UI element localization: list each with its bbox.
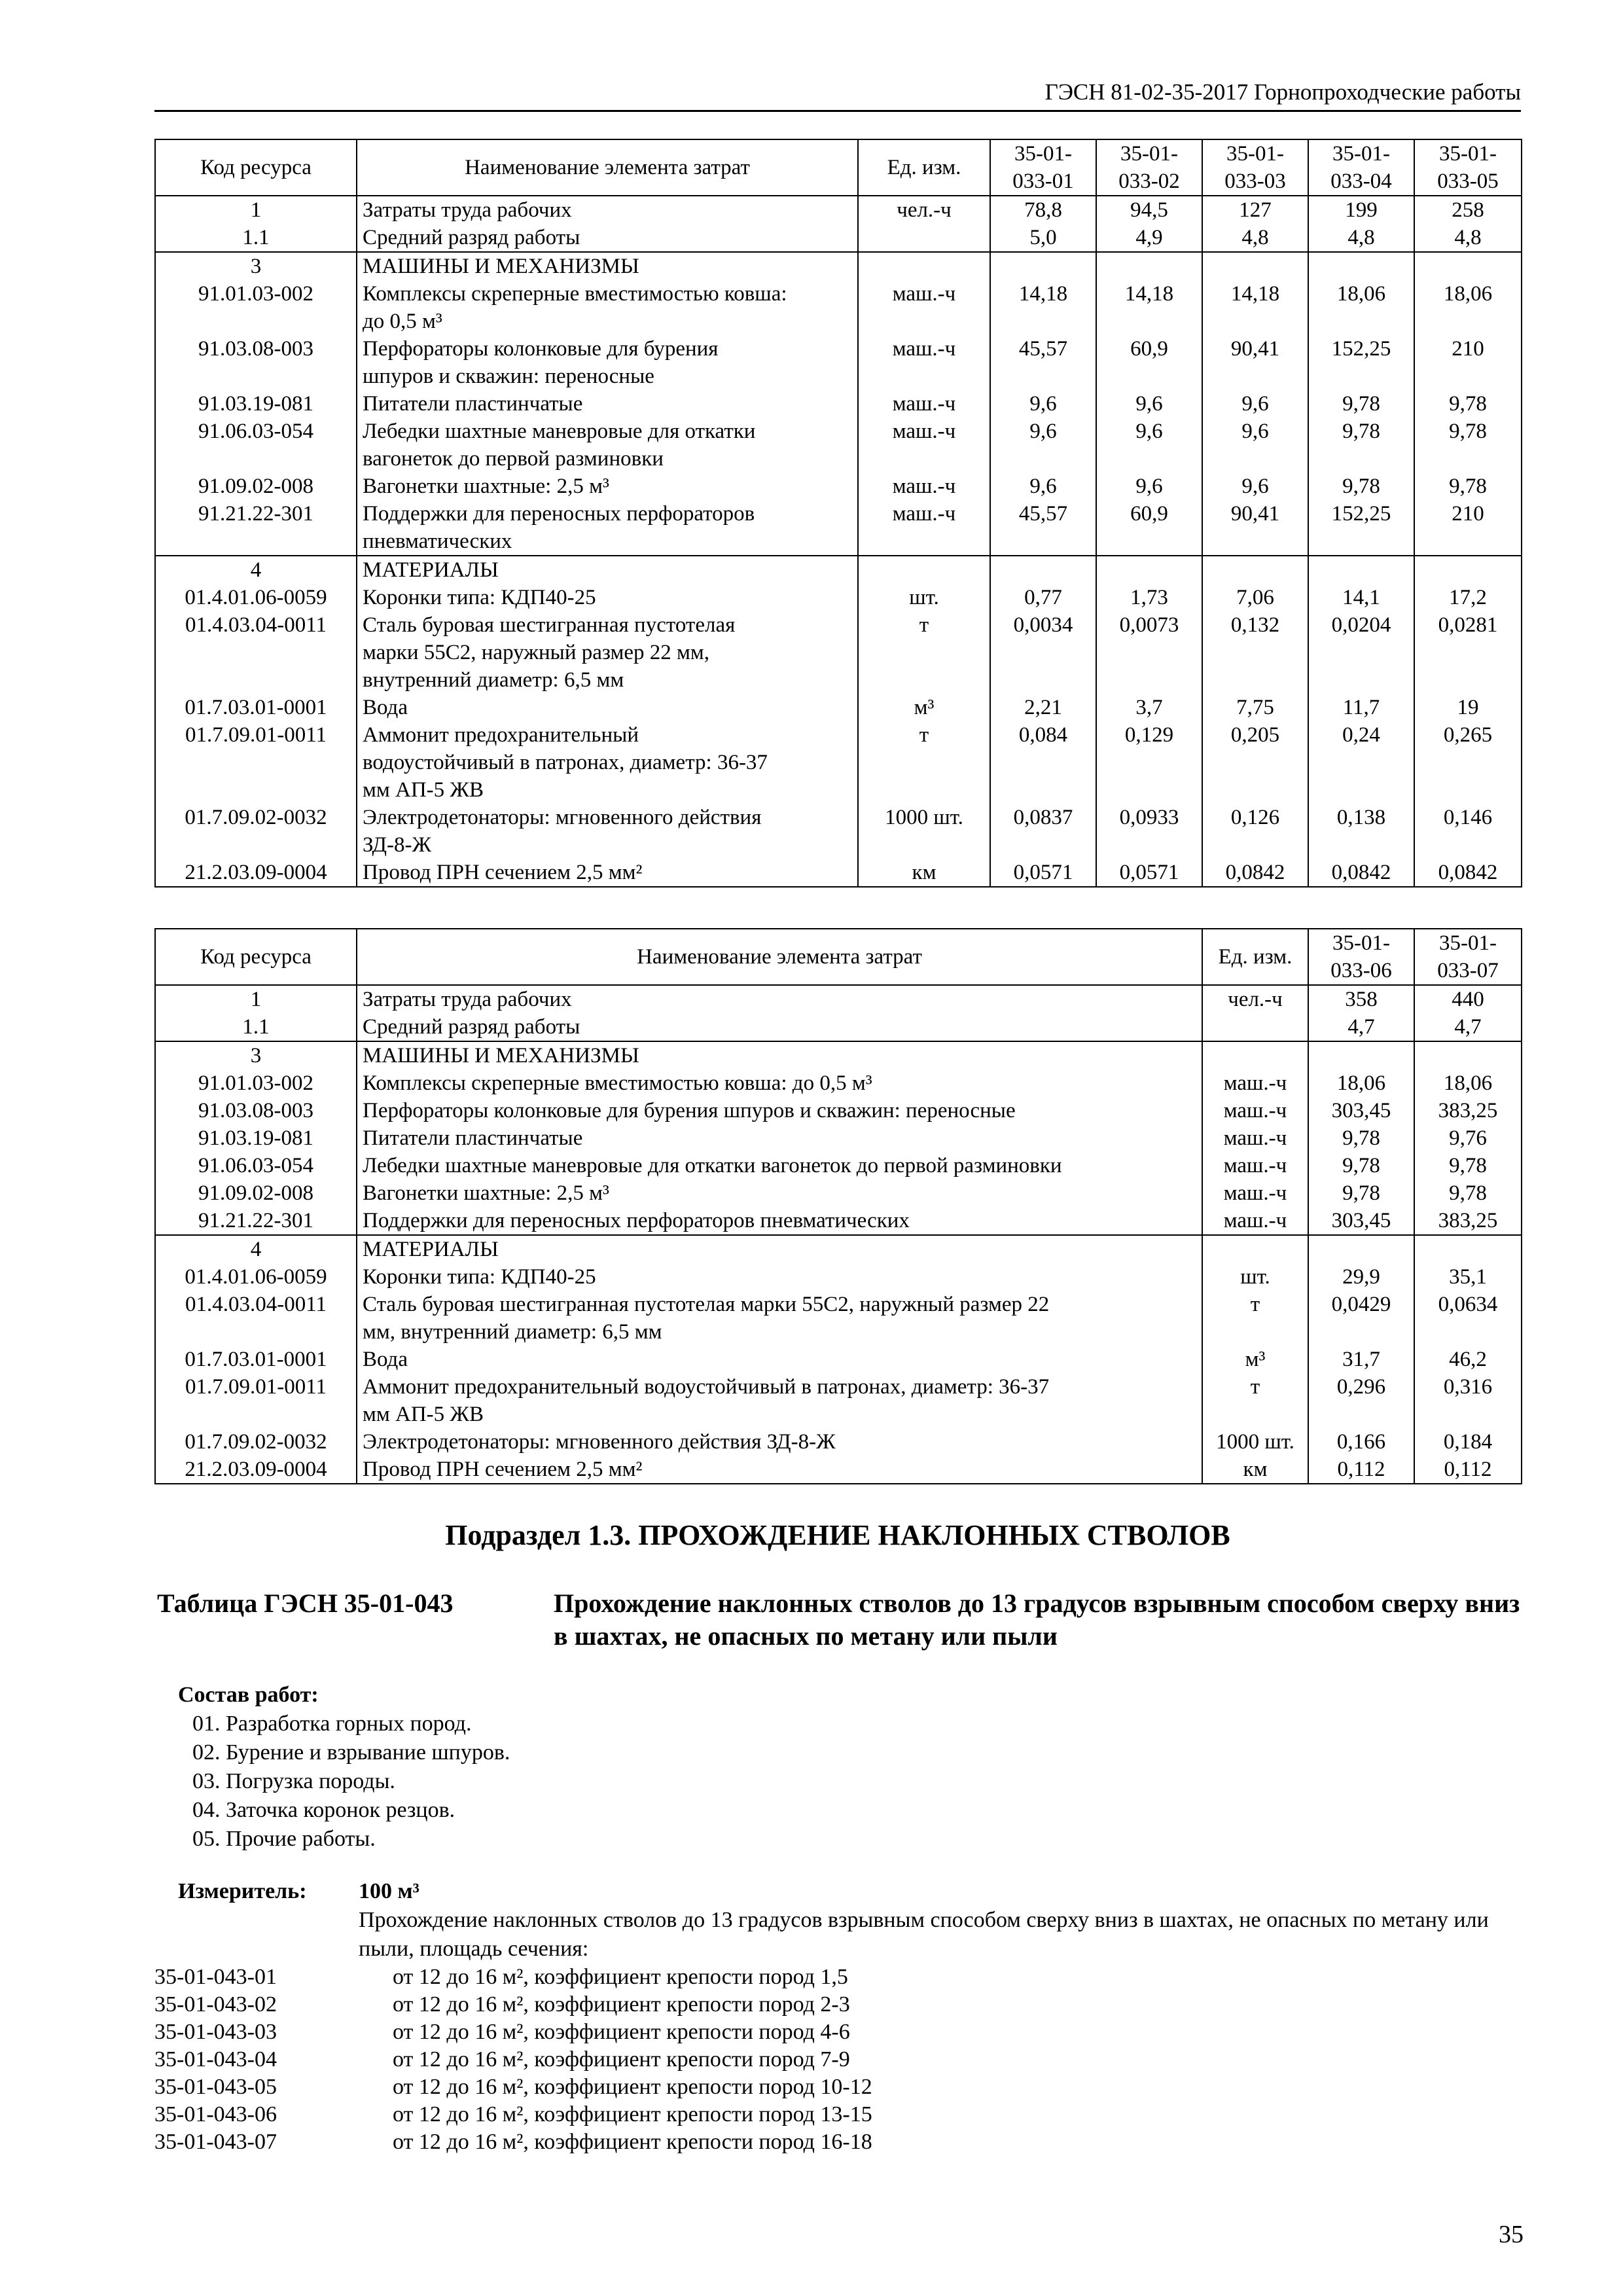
resource-code: 01.4.03.04-0011 <box>155 1291 357 1346</box>
rate-text: от 12 до 16 м², коэффициент крепости пород 16-18 <box>393 2130 872 2154</box>
table-row <box>155 500 1522 556</box>
table-row <box>155 556 1522 584</box>
list-item <box>154 1964 1332 1991</box>
resource-code: 91.03.19-081 <box>155 1124 357 1152</box>
resource-name: Вагонетки шахтные: 2,5 м³ <box>357 473 858 500</box>
resource-code: 21.2.03.09-0004 <box>155 1456 357 1484</box>
rate-value: 3,7 <box>1096 694 1202 721</box>
rate-value: 9,6 <box>990 390 1096 418</box>
resource-unit <box>1202 1235 1308 1263</box>
table-row <box>155 280 1522 335</box>
resource-unit: т <box>1202 1291 1308 1346</box>
rate-text: от 12 до 16 м², коэффициент крепости пород 10-12 <box>393 2075 872 2099</box>
resource-code: 4 <box>155 1235 357 1263</box>
rate-code: 35-01-043-06 <box>154 2102 277 2126</box>
resource-code: 01.7.03.01-0001 <box>155 694 357 721</box>
rate-value: 0,138 <box>1308 804 1414 859</box>
resource-unit: км <box>1202 1456 1308 1484</box>
resource-table-1 <box>154 139 1522 888</box>
resource-code: 91.09.02-008 <box>155 1179 357 1207</box>
rate-value: 19 <box>1414 694 1522 721</box>
resource-name: МАШИНЫ И МЕХАНИЗМЫ <box>357 252 858 280</box>
rate-value: 383,25 <box>1414 1097 1522 1124</box>
rate-value: 440 <box>1414 985 1522 1013</box>
rate-text: от 12 до 16 м², коэффициент крепости пород 1,5 <box>393 1965 848 1989</box>
resource-code: 91.03.19-081 <box>155 390 357 418</box>
table-row <box>155 1097 1522 1124</box>
rate-value: 60,9 <box>1096 500 1202 556</box>
rate-value: 210 <box>1414 500 1522 556</box>
list-item <box>154 2128 1332 2156</box>
resource-code: 1.1 <box>155 224 357 252</box>
rate-value: 0,129 <box>1096 721 1202 804</box>
rate-value: 9,78 <box>1414 390 1522 418</box>
resource-code: 91.03.08-003 <box>155 1097 357 1124</box>
measure-label: Измеритель: <box>178 1879 307 1903</box>
resource-unit <box>858 556 990 584</box>
rate-value: 11,7 <box>1308 694 1414 721</box>
rate-value: 4,8 <box>1414 224 1522 252</box>
resource-name: Вода <box>357 1346 1202 1373</box>
rate-value <box>1308 252 1414 280</box>
table-row <box>155 804 1522 859</box>
resource-unit: 1000 шт. <box>1202 1428 1308 1456</box>
resource-code: 4 <box>155 556 357 584</box>
table-row <box>155 1373 1522 1428</box>
resource-code: 01.7.09.02-0032 <box>155 1428 357 1456</box>
resource-name: Аммонит предохранительный водоустойчивый в патронах, диаметр: 36-37 мм АП-5 ЖВ <box>357 1373 1202 1428</box>
rate-value: 9,6 <box>990 473 1096 500</box>
rate-value: 60,9 <box>1096 335 1202 390</box>
rate-value: 4,8 <box>1202 224 1308 252</box>
table-body <box>155 196 1522 887</box>
rate-value <box>1308 556 1414 584</box>
rate-value: 4,7 <box>1308 1013 1414 1041</box>
resource-name: Перфораторы колонковые для бурения шпуров и скважин: переносные <box>357 1097 1202 1124</box>
resource-code: 1 <box>155 196 357 224</box>
rate-text: от 12 до 16 м², коэффициент крепости пород 2-3 <box>393 1992 850 2017</box>
rate-value: 0,112 <box>1414 1456 1522 1484</box>
table-row <box>155 196 1522 224</box>
rate-value <box>1308 1041 1414 1069</box>
table-code: Таблица ГЭСН 35-01-043 <box>157 1588 454 1618</box>
list-item <box>154 2018 1332 2046</box>
resource-unit: маш.-ч <box>1202 1097 1308 1124</box>
resource-unit: км <box>858 859 990 887</box>
resource-unit: т <box>1202 1373 1308 1428</box>
resource-table-2 <box>154 928 1522 1484</box>
rate-value: 0,205 <box>1202 721 1308 804</box>
resource-unit: чел.-ч <box>1202 985 1308 1013</box>
rate-code: 35-01-043-04 <box>154 2047 277 2072</box>
running-header <box>154 76 1521 112</box>
table-body <box>155 985 1522 1484</box>
rate-value: 0,0073 <box>1096 611 1202 694</box>
rate-value <box>990 252 1096 280</box>
rate-value: 46,2 <box>1414 1346 1522 1373</box>
rate-value: 9,78 <box>1308 418 1414 473</box>
resource-code: 1.1 <box>155 1013 357 1041</box>
rate-value: 210 <box>1414 335 1522 390</box>
resource-name: Питатели пластинчатые <box>357 1124 1202 1152</box>
resource-name: Поддержки для переносных перфораторов пневматических <box>357 1207 1202 1235</box>
rate-value: 9,6 <box>1202 418 1308 473</box>
list-item: 05. Прочие работы. <box>192 1827 376 1851</box>
resource-code: 91.09.02-008 <box>155 473 357 500</box>
rate-value: 0,316 <box>1414 1373 1522 1428</box>
rate-value: 0,0571 <box>1096 859 1202 887</box>
header-rate-col: 35-01- 033-04 <box>1308 139 1414 196</box>
resource-unit <box>1202 1013 1308 1041</box>
table-row <box>155 584 1522 611</box>
list-item <box>154 2046 1332 2073</box>
rate-value: 7,06 <box>1202 584 1308 611</box>
resource-unit: маш.-ч <box>858 335 990 390</box>
resource-name: Вода <box>357 694 858 721</box>
resource-code: 01.7.03.01-0001 <box>155 1346 357 1373</box>
rates-list <box>154 1964 1332 2156</box>
table-row <box>155 1263 1522 1291</box>
rate-value <box>1202 252 1308 280</box>
resource-name: Сталь буровая шестигранная пустотелая марки 55С2, наружный размер 22 мм, внутренний диаметр: 6,5 мм <box>357 1291 1202 1346</box>
rate-value <box>990 556 1096 584</box>
rate-value <box>1414 1041 1522 1069</box>
rate-value: 45,57 <box>990 500 1096 556</box>
table-row <box>155 1456 1522 1484</box>
table-row <box>155 985 1522 1013</box>
rate-value: 14,18 <box>1096 280 1202 335</box>
rate-value: 0,0842 <box>1202 859 1308 887</box>
rate-value: 14,1 <box>1308 584 1414 611</box>
table-row <box>155 1428 1522 1456</box>
table-row <box>155 252 1522 280</box>
resource-code: 91.01.03-002 <box>155 280 357 335</box>
rate-value: 18,06 <box>1414 1069 1522 1097</box>
rate-code: 35-01-043-07 <box>154 2130 277 2154</box>
rate-value: 0,126 <box>1202 804 1308 859</box>
rate-value: 4,8 <box>1308 224 1414 252</box>
resource-name: Поддержки для переносных перфораторов пневматических <box>357 500 858 556</box>
rate-value: 5,0 <box>990 224 1096 252</box>
table-row <box>155 1291 1522 1346</box>
resource-code: 01.7.09.02-0032 <box>155 804 357 859</box>
rate-value: 35,1 <box>1414 1263 1522 1291</box>
header-code: Код ресурса <box>155 929 357 985</box>
resource-unit: маш.-ч <box>1202 1124 1308 1152</box>
list-item <box>154 1991 1332 2018</box>
resource-name: Затраты труда рабочих <box>357 196 858 224</box>
resource-unit <box>858 252 990 280</box>
rate-value: 0,0842 <box>1414 859 1522 887</box>
rate-value: 0,132 <box>1202 611 1308 694</box>
resource-code: 01.4.01.06-0059 <box>155 1263 357 1291</box>
rate-value: 18,06 <box>1308 280 1414 335</box>
rate-value: 90,41 <box>1202 335 1308 390</box>
table-row <box>155 1069 1522 1097</box>
rate-value: 9,78 <box>1308 390 1414 418</box>
table-row <box>155 1179 1522 1207</box>
list-item <box>154 2073 1332 2101</box>
rate-value: 4,9 <box>1096 224 1202 252</box>
rate-value: 9,6 <box>1096 418 1202 473</box>
list-item: 03. Погрузка породы. <box>192 1769 395 1793</box>
measure-description: Прохождение наклонных стволов до 13 градусов взрывным способом сверху вниз в шахтах, не опасных по метану или пыли, площадь сечения: <box>359 1908 1489 1961</box>
rate-value: 94,5 <box>1096 196 1202 224</box>
rate-value: 9,78 <box>1308 473 1414 500</box>
rate-value: 2,21 <box>990 694 1096 721</box>
rate-value: 9,78 <box>1414 418 1522 473</box>
rate-value: 303,45 <box>1308 1207 1414 1235</box>
resource-name: Аммонит предохранительный водоустойчивый в патронах, диаметр: 36-37 мм АП-5 ЖВ <box>357 721 858 804</box>
rate-value: 0,0933 <box>1096 804 1202 859</box>
table-row <box>155 1041 1522 1069</box>
resource-name: Лебедки шахтные маневровые для откатки вагонеток до первой разминовки <box>357 1152 1202 1179</box>
table-row <box>155 224 1522 252</box>
resource-unit <box>1202 1041 1308 1069</box>
rate-value: 0,0837 <box>990 804 1096 859</box>
rate-value: 31,7 <box>1308 1346 1414 1373</box>
resource-name: Затраты труда рабочих <box>357 985 1202 1013</box>
rate-value: 0,296 <box>1308 1373 1414 1428</box>
rate-value <box>1414 1235 1522 1263</box>
rate-value: 0,0634 <box>1414 1291 1522 1346</box>
resource-name: Средний разряд работы <box>357 1013 1202 1041</box>
rate-value <box>1202 556 1308 584</box>
resource-name: МАШИНЫ И МЕХАНИЗМЫ <box>357 1041 1202 1069</box>
resource-name: Комплексы скреперные вместимостью ковша: до 0,5 м³ <box>357 1069 1202 1097</box>
resource-code: 91.01.03-002 <box>155 1069 357 1097</box>
header-unit: Ед. изм. <box>858 139 990 196</box>
rate-value: 18,06 <box>1308 1069 1414 1097</box>
header-code: Код ресурса <box>155 139 357 196</box>
resource-unit: маш.-ч <box>858 390 990 418</box>
table-row <box>155 418 1522 473</box>
rate-value: 9,78 <box>1414 1179 1522 1207</box>
rate-value: 29,9 <box>1308 1263 1414 1291</box>
rate-value <box>1414 556 1522 584</box>
rate-text: от 12 до 16 м², коэффициент крепости пород 7-9 <box>393 2047 850 2072</box>
table-row <box>155 694 1522 721</box>
rate-value: 9,76 <box>1414 1124 1522 1152</box>
table-row <box>155 611 1522 694</box>
resource-unit <box>858 224 990 252</box>
rate-value: 9,6 <box>1202 473 1308 500</box>
resource-code: 1 <box>155 985 357 1013</box>
rate-value: 9,6 <box>1202 390 1308 418</box>
header-rate-col: 35-01- 033-01 <box>990 139 1096 196</box>
list-item: 01. Разработка горных пород. <box>192 1712 472 1736</box>
rate-value: 9,6 <box>990 418 1096 473</box>
rate-value <box>1096 556 1202 584</box>
resource-unit: маш.-ч <box>1202 1207 1308 1235</box>
works-label: Состав работ: <box>178 1683 319 1707</box>
resource-name: Комплексы скреперные вместимостью ковша: до 0,5 м³ <box>357 280 858 335</box>
rate-value: 152,25 <box>1308 500 1414 556</box>
table-title: Прохождение наклонных стволов до 13 градусов взрывным способом сверху вниз в шахтах, не опасных по метану или пыли <box>554 1588 1520 1651</box>
rate-value: 9,78 <box>1414 1152 1522 1179</box>
header-rate-col: 35-01- 033-03 <box>1202 139 1308 196</box>
works-list <box>192 1710 510 1854</box>
header-rate-col: 35-01- 033-05 <box>1414 139 1522 196</box>
rate-value: 0,0842 <box>1308 859 1414 887</box>
rate-code: 35-01-043-02 <box>154 1992 277 2017</box>
list-item: 04. Заточка коронок резцов. <box>192 1798 455 1822</box>
measure-unit: 100 м³ <box>359 1879 419 1903</box>
resource-code: 01.4.03.04-0011 <box>155 611 357 694</box>
resource-name: МАТЕРИАЛЫ <box>357 556 858 584</box>
resource-name: Коронки типа: КДП40-25 <box>357 1263 1202 1291</box>
table-row <box>155 1152 1522 1179</box>
rate-value: 0,166 <box>1308 1428 1414 1456</box>
resource-name: Провод ПРН сечением 2,5 мм² <box>357 1456 1202 1484</box>
rate-value: 17,2 <box>1414 584 1522 611</box>
rate-value: 9,6 <box>1096 390 1202 418</box>
rate-value: 0,77 <box>990 584 1096 611</box>
resource-name: Лебедки шахтные маневровые для откатки вагонеток до первой разминовки <box>357 418 858 473</box>
rate-value: 152,25 <box>1308 335 1414 390</box>
rate-value: 9,78 <box>1308 1124 1414 1152</box>
rate-code: 35-01-043-05 <box>154 2075 277 2099</box>
rate-value: 0,0429 <box>1308 1291 1414 1346</box>
rate-value <box>1096 252 1202 280</box>
resource-code: 91.21.22-301 <box>155 500 357 556</box>
rate-value: 90,41 <box>1202 500 1308 556</box>
header-name: Наименование элемента затрат <box>357 139 858 196</box>
rate-value: 1,73 <box>1096 584 1202 611</box>
resource-name: Электродетонаторы: мгновенного действия ЗД-8-Ж <box>357 804 858 859</box>
rate-text: от 12 до 16 м², коэффициент крепости пород 13-15 <box>393 2102 872 2126</box>
table-row <box>155 1013 1522 1041</box>
list-item <box>154 2101 1332 2128</box>
table-row <box>155 859 1522 887</box>
resource-unit: маш.-ч <box>858 500 990 556</box>
resource-unit: м³ <box>1202 1346 1308 1373</box>
header-rate-col: 35-01- 033-06 <box>1308 929 1414 985</box>
header-name: Наименование элемента затрат <box>357 929 1202 985</box>
resource-unit: маш.-ч <box>858 280 990 335</box>
resource-name: МАТЕРИАЛЫ <box>357 1235 1202 1263</box>
header-unit: Ед. изм. <box>1202 929 1308 985</box>
resource-unit: шт. <box>858 584 990 611</box>
table-row <box>155 335 1522 390</box>
rate-value: 127 <box>1202 196 1308 224</box>
running-title: ГЭСН 81-02-35-2017 Горнопроходческие работы <box>1044 79 1521 105</box>
resource-name: Вагонетки шахтные: 2,5 м³ <box>357 1179 1202 1207</box>
resource-code: 3 <box>155 1041 357 1069</box>
rate-code: 35-01-043-01 <box>154 1965 277 1989</box>
resource-code: 91.03.08-003 <box>155 335 357 390</box>
rate-value: 9,78 <box>1308 1179 1414 1207</box>
rate-value <box>1414 252 1522 280</box>
resource-name: Провод ПРН сечением 2,5 мм² <box>357 859 858 887</box>
rate-value: 0,184 <box>1414 1428 1522 1456</box>
rate-value: 0,146 <box>1414 804 1522 859</box>
rate-value: 0,0281 <box>1414 611 1522 694</box>
resource-unit: м³ <box>858 694 990 721</box>
resource-name: Перфораторы колонковые для бурения шпуров и скважин: переносные <box>357 335 858 390</box>
page-number: 35 <box>1499 2221 1524 2248</box>
header-rate-col: 35-01- 033-02 <box>1096 139 1202 196</box>
resource-code: 01.7.09.01-0011 <box>155 721 357 804</box>
resource-unit: маш.-ч <box>858 418 990 473</box>
table-row <box>155 1124 1522 1152</box>
rate-value: 18,06 <box>1414 280 1522 335</box>
table-row <box>155 473 1522 500</box>
rate-value: 303,45 <box>1308 1097 1414 1124</box>
resource-code: 01.7.09.01-0011 <box>155 1373 357 1428</box>
resource-unit: маш.-ч <box>1202 1069 1308 1097</box>
resource-name: Коронки типа: КДП40-25 <box>357 584 858 611</box>
table-row <box>155 1235 1522 1263</box>
rate-value: 0,0571 <box>990 859 1096 887</box>
list-item: 02. Бурение и взрывание шпуров. <box>192 1740 510 1765</box>
rate-value: 0,0204 <box>1308 611 1414 694</box>
rate-value: 4,7 <box>1414 1013 1522 1041</box>
resource-code: 21.2.03.09-0004 <box>155 859 357 887</box>
rate-value: 0,265 <box>1414 721 1522 804</box>
rate-value: 358 <box>1308 985 1414 1013</box>
resource-unit: маш.-ч <box>858 473 990 500</box>
resource-unit: шт. <box>1202 1263 1308 1291</box>
resource-unit: маш.-ч <box>1202 1179 1308 1207</box>
rate-value: 45,57 <box>990 335 1096 390</box>
rate-value: 14,18 <box>990 280 1096 335</box>
resource-unit: т <box>858 721 990 804</box>
resource-code: 01.4.01.06-0059 <box>155 584 357 611</box>
rate-value: 258 <box>1414 196 1522 224</box>
rate-value: 0,0034 <box>990 611 1096 694</box>
section-title: Подраздел 1.3. ПРОХОЖДЕНИЕ НАКЛОННЫХ СТВОЛОВ <box>445 1519 1230 1551</box>
table-row <box>155 721 1522 804</box>
rate-value: 383,25 <box>1414 1207 1522 1235</box>
rate-text: от 12 до 16 м², коэффициент крепости пород 4-6 <box>393 2020 850 2044</box>
table-row <box>155 1207 1522 1235</box>
table-row <box>155 390 1522 418</box>
rate-value: 9,6 <box>1096 473 1202 500</box>
rate-code: 35-01-043-03 <box>154 2020 277 2044</box>
rate-value: 199 <box>1308 196 1414 224</box>
resource-code: 91.06.03-054 <box>155 1152 357 1179</box>
table-row <box>155 1346 1522 1373</box>
resource-name: Питатели пластинчатые <box>357 390 858 418</box>
resource-unit: маш.-ч <box>1202 1152 1308 1179</box>
resource-name: Средний разряд работы <box>357 224 858 252</box>
resource-unit: т <box>858 611 990 694</box>
resource-unit: чел.-ч <box>858 196 990 224</box>
resource-code: 3 <box>155 252 357 280</box>
resource-name: Электродетонаторы: мгновенного действия ЗД-8-Ж <box>357 1428 1202 1456</box>
resource-code: 91.21.22-301 <box>155 1207 357 1235</box>
rate-value: 0,084 <box>990 721 1096 804</box>
rate-value: 0,112 <box>1308 1456 1414 1484</box>
rate-value <box>1308 1235 1414 1263</box>
rate-value: 0,24 <box>1308 721 1414 804</box>
rate-value: 14,18 <box>1202 280 1308 335</box>
resource-unit: 1000 шт. <box>858 804 990 859</box>
header-rate-col: 35-01- 033-07 <box>1414 929 1522 985</box>
resource-code: 91.06.03-054 <box>155 418 357 473</box>
rate-value: 78,8 <box>990 196 1096 224</box>
resource-name: Сталь буровая шестигранная пустотелая марки 55С2, наружный размер 22 мм, внутренний диаметр: 6,5 мм <box>357 611 858 694</box>
rate-value: 9,78 <box>1308 1152 1414 1179</box>
rate-value: 7,75 <box>1202 694 1308 721</box>
rate-value: 9,78 <box>1414 473 1522 500</box>
